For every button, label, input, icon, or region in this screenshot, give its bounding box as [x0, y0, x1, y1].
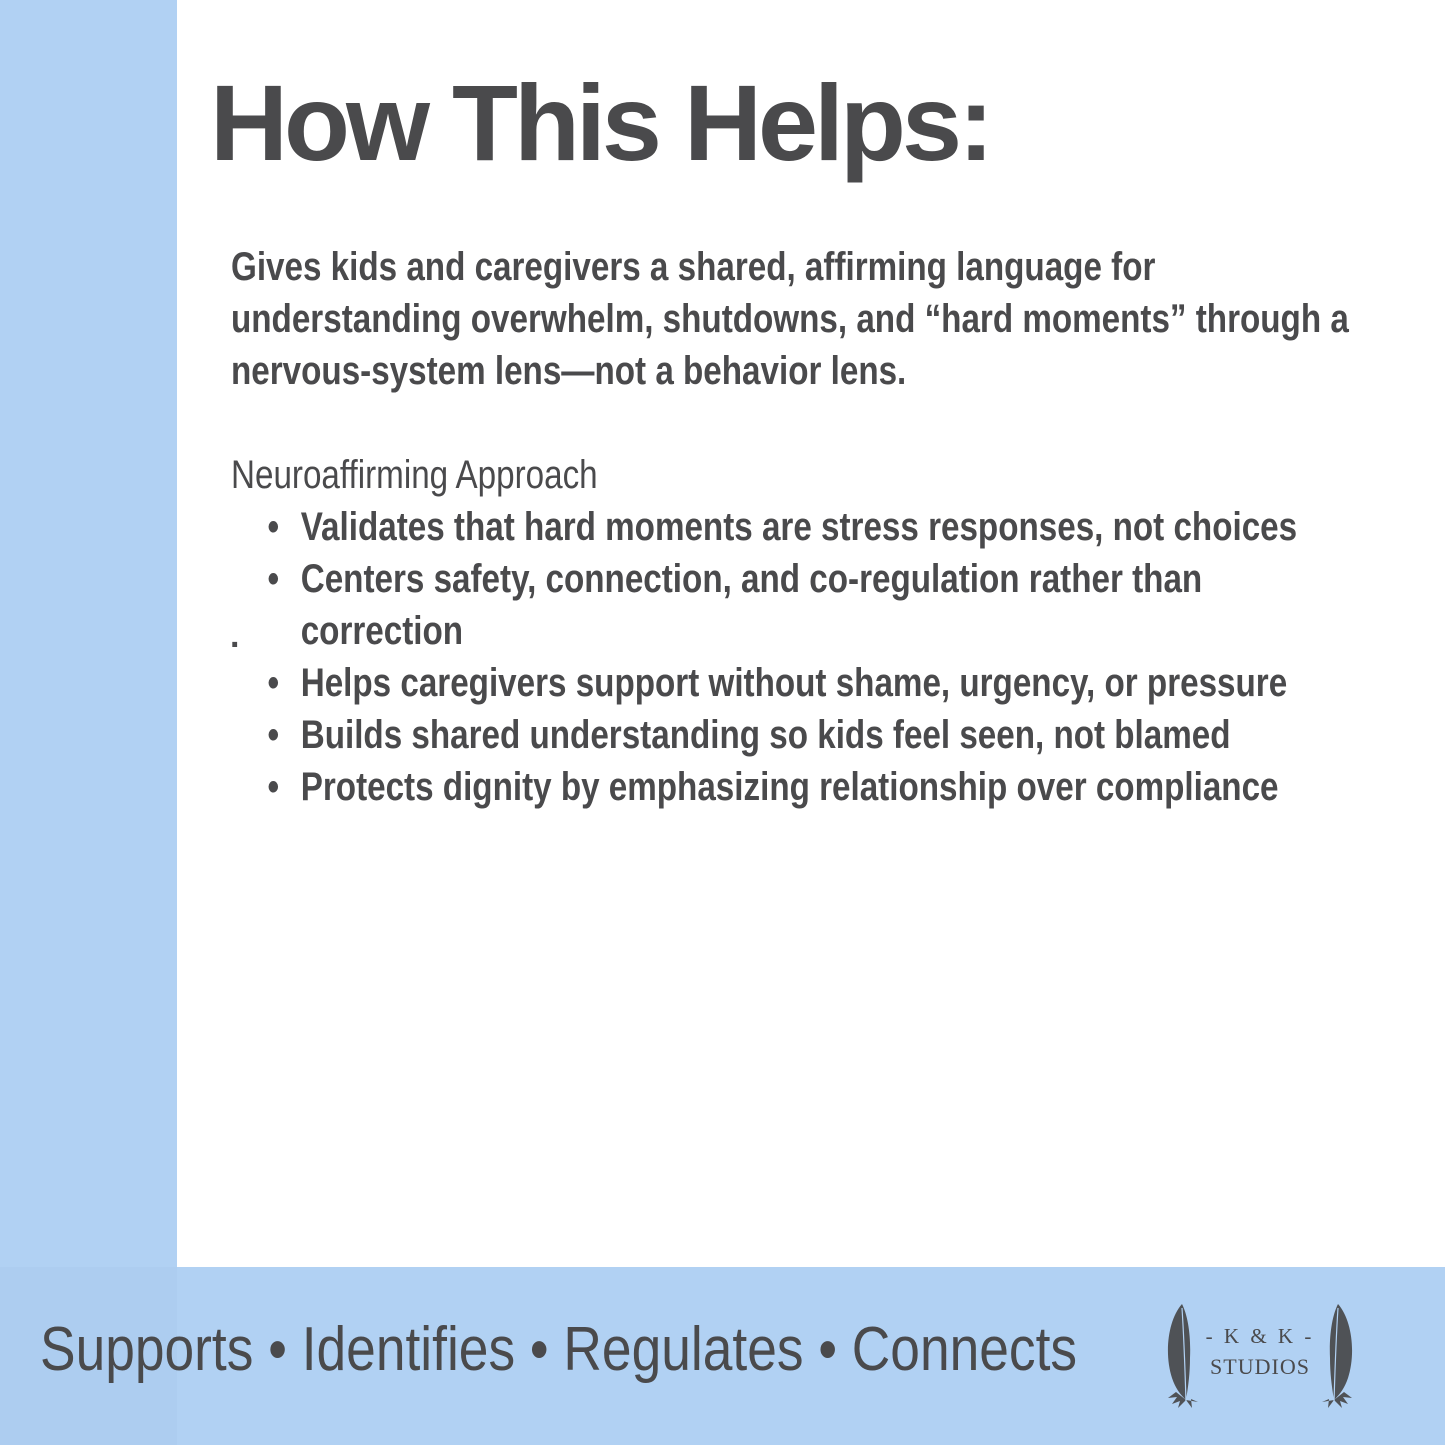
content-block [231, 241, 1349, 813]
intro-paragraph: Gives kids and caregivers a shared, affirming language for understanding overwhelm, shutdowns, and “hard moments” through a nervous-system lens—not a behavior lens. [231, 245, 1349, 393]
list-item-continuation: correction [300, 609, 464, 653]
bullet-icon: • [267, 557, 280, 601]
bullet-icon: • [267, 765, 280, 809]
list-item: • Centers safety, connection, and co-regulation rather than [231, 553, 1202, 605]
list-item: • Validates that hard moments are stress responses, not choices [231, 501, 1202, 553]
side-accent-band [0, 0, 177, 1445]
approach-list [231, 501, 1298, 813]
logo-line-2: STUDIOS [1210, 1354, 1310, 1379]
footer-tagline: Supports • Identifies • Regulates • Connects [40, 1315, 1078, 1384]
stray-period: . [230, 617, 240, 655]
page-title: How This Helps: [210, 62, 991, 183]
feather-icon [1160, 1298, 1360, 1408]
logo-line-1: - K & K - [1205, 1324, 1315, 1348]
brand-logo [1160, 1298, 1360, 1408]
bullet-icon: • [267, 505, 280, 549]
bullet-icon: • [267, 713, 280, 757]
list-item: • Builds shared understanding so kids feel seen, not blamed [231, 709, 1202, 761]
list-item: • Protects dignity by emphasizing relationship over compliance [231, 761, 1202, 813]
list-item: • Helps caregivers support without shame, urgency, or pressure [231, 657, 1202, 709]
bullet-icon: • [267, 661, 280, 705]
approach-heading: Neuroaffirming Approach [231, 453, 598, 497]
